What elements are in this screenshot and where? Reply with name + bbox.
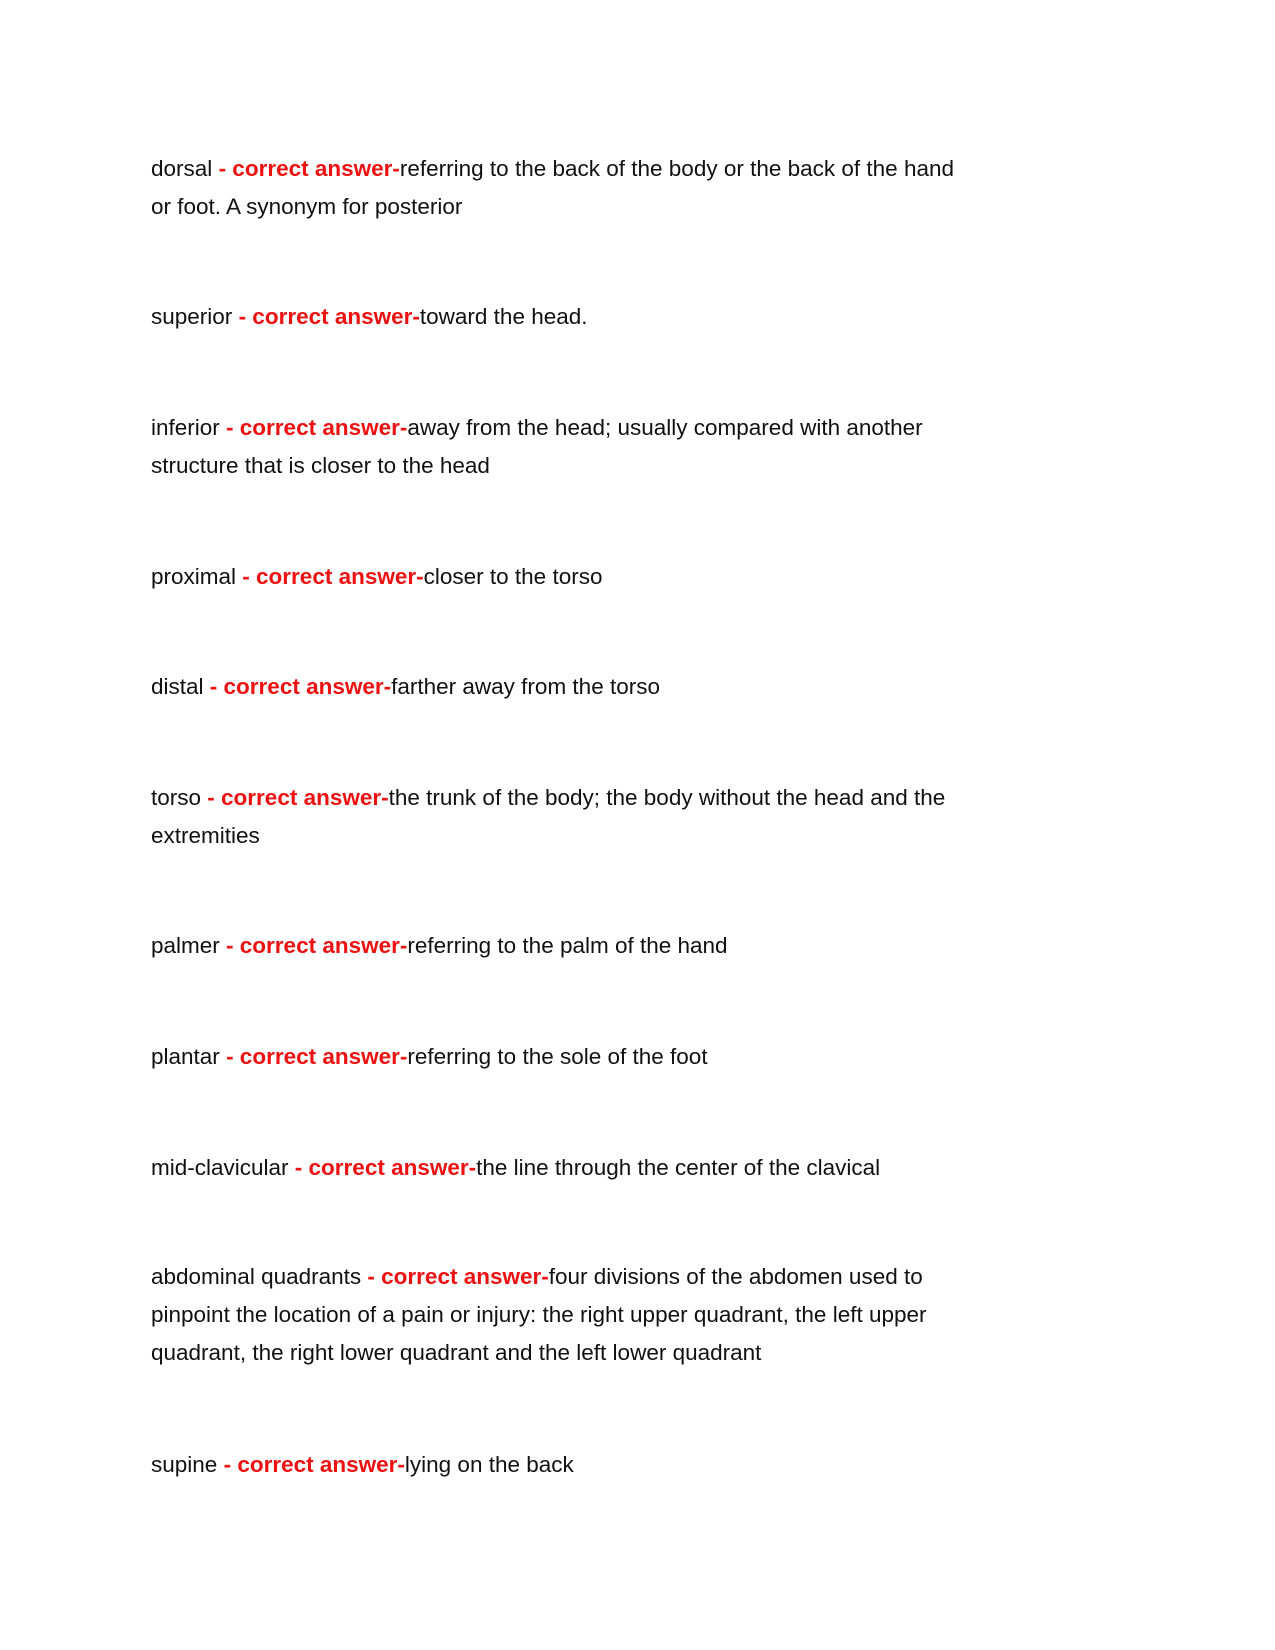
correct-answer-label: - correct answer- xyxy=(207,785,389,810)
entry-definition: farther away from the torso xyxy=(391,674,660,699)
glossary-entry xyxy=(151,150,1151,226)
entry-line xyxy=(151,1334,1151,1372)
glossary-entry xyxy=(151,409,1151,485)
correct-answer-label: - correct answer- xyxy=(242,564,424,589)
correct-answer-label: - correct answer- xyxy=(238,304,420,329)
entry-line xyxy=(151,1446,1151,1484)
entry-line xyxy=(151,558,1151,596)
entry-definition: extremities xyxy=(151,823,260,848)
entry-term: palmer xyxy=(151,933,220,958)
entry-definition: lying on the back xyxy=(404,1452,574,1477)
entry-line xyxy=(151,447,1151,485)
entry-definition: closer to the torso xyxy=(423,564,603,589)
entry-line xyxy=(151,188,1151,226)
glossary-entry xyxy=(151,558,1151,596)
entry-definition: quadrant, the right lower quadrant and the left lower quadrant xyxy=(151,1340,762,1365)
glossary-entry xyxy=(151,1038,1151,1076)
correct-answer-label: - correct answer- xyxy=(226,1044,408,1069)
entry-line xyxy=(151,1296,1151,1334)
entry-term: supine xyxy=(151,1452,218,1477)
entry-definition: referring to the back of the body or the back of the hand xyxy=(399,156,954,181)
entry-definition: referring to the sole of the foot xyxy=(407,1044,708,1069)
correct-answer-label: - correct answer- xyxy=(226,933,408,958)
entry-term: plantar xyxy=(151,1044,220,1069)
entry-term: inferior xyxy=(151,415,220,440)
entry-term: proximal xyxy=(151,564,237,589)
entry-line xyxy=(151,1149,1151,1187)
glossary-entry xyxy=(151,1446,1151,1484)
entry-line xyxy=(151,409,1151,447)
glossary-entry xyxy=(151,1149,1151,1187)
correct-answer-label: - correct answer- xyxy=(218,156,400,181)
entry-term: distal xyxy=(151,674,204,699)
entry-definition: the line through the center of the clavical xyxy=(476,1155,881,1180)
glossary-entry xyxy=(151,668,1151,706)
entry-line xyxy=(151,1038,1151,1076)
entry-line xyxy=(151,927,1151,965)
correct-answer-label: - correct answer- xyxy=(223,1452,405,1477)
entry-definition: the trunk of the body; the body without the head and the xyxy=(388,785,946,810)
glossary-entry xyxy=(151,1258,1151,1372)
correct-answer-label: - correct answer- xyxy=(226,415,408,440)
correct-answer-label: - correct answer- xyxy=(367,1264,549,1289)
entry-term: superior xyxy=(151,304,233,329)
glossary-entry xyxy=(151,927,1151,965)
entry-definition: or foot. A synonym for posterior xyxy=(151,194,463,219)
entry-line xyxy=(151,150,1151,188)
entry-line xyxy=(151,668,1151,706)
entry-line xyxy=(151,298,1151,336)
entry-term: torso xyxy=(151,785,202,810)
entry-definition: referring to the palm of the hand xyxy=(407,933,728,958)
entry-line xyxy=(151,1258,1151,1296)
entry-line xyxy=(151,817,1151,855)
entry-term: dorsal xyxy=(151,156,213,181)
entry-definition: structure that is closer to the head xyxy=(151,453,490,478)
entry-line xyxy=(151,779,1151,817)
glossary-entry xyxy=(151,298,1151,336)
entry-definition: pinpoint the location of a pain or injury: the right upper quadrant, the left upper xyxy=(151,1302,927,1327)
glossary-entry xyxy=(151,779,1151,855)
entry-term: mid-clavicular xyxy=(151,1155,289,1180)
correct-answer-label: - correct answer- xyxy=(294,1155,477,1180)
entry-definition: away from the head; usually compared with another xyxy=(407,415,923,440)
entry-term: abdominal quadrants xyxy=(151,1264,362,1289)
correct-answer-label: - correct answer- xyxy=(209,674,392,699)
entry-definition: four divisions of the abdomen used to xyxy=(548,1264,923,1289)
entry-definition: toward the head. xyxy=(419,304,588,329)
